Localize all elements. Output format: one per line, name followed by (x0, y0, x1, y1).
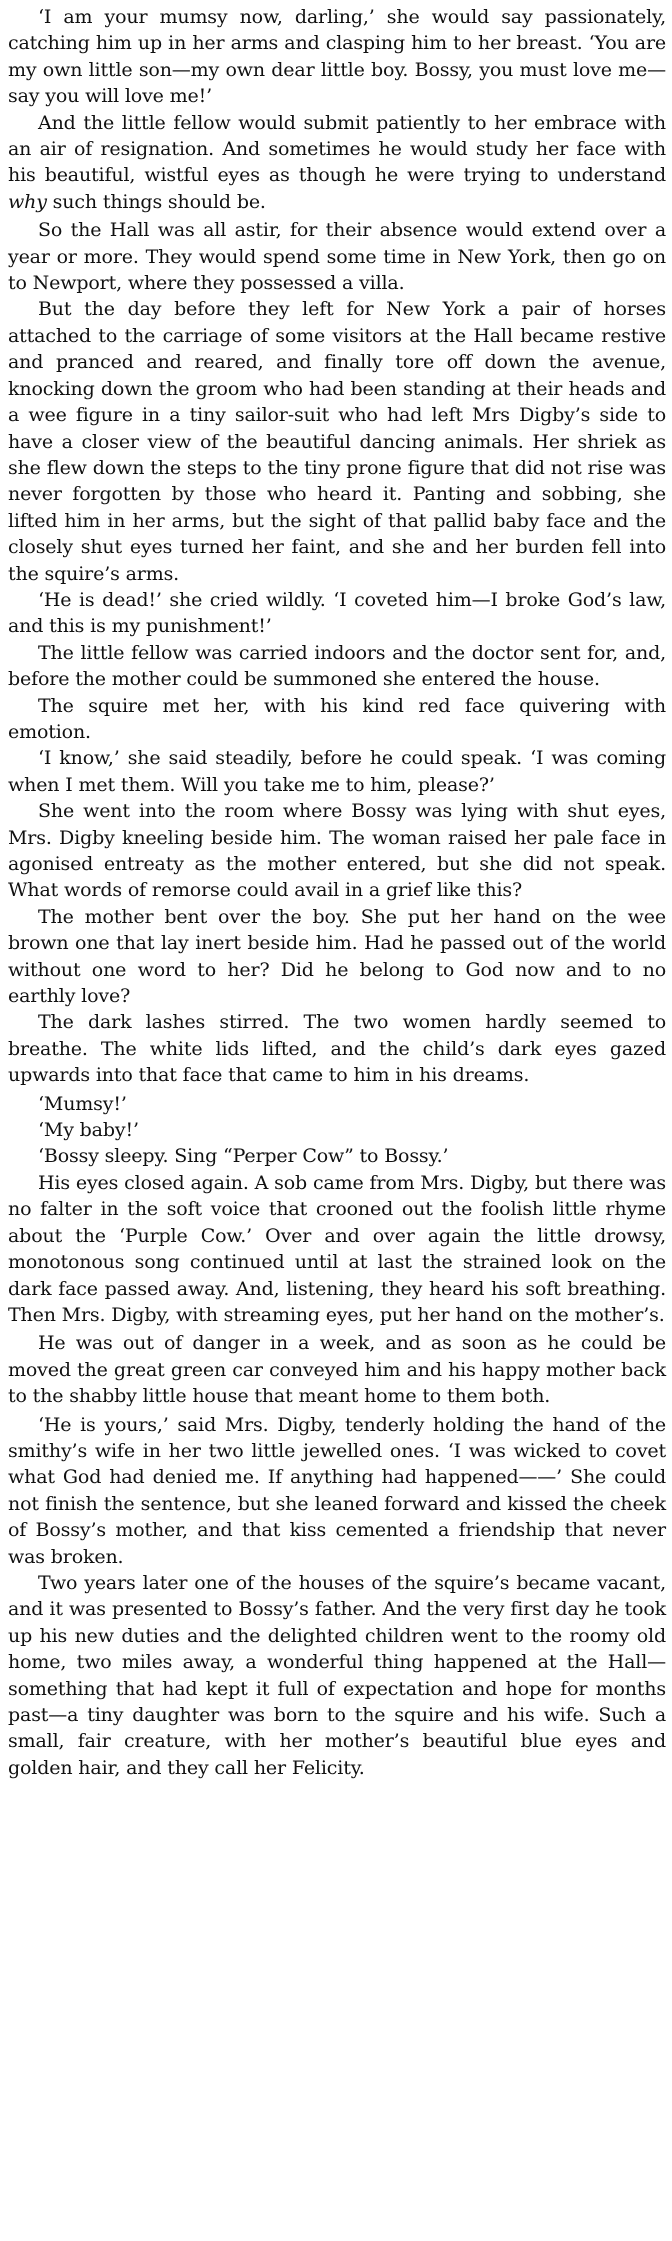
paragraph-5: ‘He is dead!’ she cried wildly. ‘I coveted him—I broke God’s law, and this is my punishment!’ (8, 588, 666, 638)
paragraph-15: His eyes closed again. A sob came from Mrs. Digby, but there was no falter in the soft voice that crooned out the foolish little rhyme about the ‘Purple Cow.’ Over and over again the little drowsy, monotonous song continued until at last the strained look on the dark face passed away. And, listening, they heard his soft breathing. Then Mrs. Digby, with streaming eyes, put her hand on the mother’s. (8, 1171, 666, 1326)
paragraph-8: ‘I know,’ she said steadily, before he could speak. ‘I was coming when I met them. Will you take me to him, please?’ (8, 747, 666, 796)
paragraph-3: So the Hall was all astir, for their absence would extend over a year or more. They would spend some time in New York, then go on to Newport, where they possessed a villa. (8, 219, 666, 295)
paragraph-10: The mother bent over the boy. She put her hand on the wee brown one that lay inert beside him. Had he passed out of the world without one word to her? Did he belong to God now and to no earthly love? (8, 905, 666, 1008)
story-page (0, 4, 672, 1781)
paragraph-16: He was out of danger in a week, and as soon as he could be moved the great green car conveyed him and his happy mother back to the shabby little house that meant home to them both. (8, 1332, 666, 1408)
paragraph-13: ‘My baby!’ (38, 1119, 139, 1142)
paragraph-9: She went into the room where Bossy was lying with shut eyes, Mrs. Digby kneeling beside him. The woman raised her pale face in agonised entreaty as the mother entered, but she did not speak. What words of remorse could avail in a grief like this? (8, 800, 666, 902)
paragraph-2: And the little fellow would submit patiently to her embrace with an air of resignation. And sometimes he would study her face with his beautiful, wistful eyes as though he were trying to understand why such things should be. (8, 111, 666, 213)
paragraph-7: The squire met her, with his kind red face quivering with emotion. (8, 694, 666, 743)
paragraph-12: ‘Mumsy!’ (38, 1092, 127, 1115)
emphasized-word: why (8, 190, 47, 213)
paragraph-11: The dark lashes stirred. The two women hardly seemed to breathe. The white lids lifted, and the child’s dark eyes gazed upwards into that face that came to him in his dreams. (8, 1011, 666, 1087)
paragraph-6: The little fellow was carried indoors and the doctor sent for, and, before the mother could be summoned she entered the house. (8, 641, 666, 691)
paragraph-4: But the day before they left for New York a pair of horses attached to the carriage of some visitors at the Hall became restive and pranced and reared, and finally tore off down the avenue, knocking down the groom who had been standing at their heads and a wee figure in a tiny sailor-suit who had left Mrs Digby’s side to have a closer view of the beautiful dancing animals. Her shriek as she flew down the steps to the tiny prone figure that did not rise was never forgotten by those who heard it. Panting and sobbing, she lifted him in her arms, but the sight of that pallid baby face and the closely shut eyes turned her faint, and she and her burden fell into the squire’s arms. (8, 298, 666, 585)
paragraph-17: ‘He is yours,’ said Mrs. Digby, tenderly holding the hand of the smithy’s wife in her two little jewelled ones. ‘I was wicked to covet what God had denied me. If anything had happened——’ She could not finish the sentence, but she leaned forward and kissed the cheek of Bossy’s mother, and that kiss cemented a friendship that never was broken. (8, 1413, 666, 1568)
paragraph-18: Two years later one of the houses of the squire’s became vacant, and it was presented to Bossy’s father. And the very first day he took up his new duties and the delighted children went to the roomy old home, two miles away, a wonderful thing happened at the Hall—something that had kept it full of expectation and hope for months past—a tiny daughter was born to the squire and his wife. Such a small, fair creature, with her mother’s beautiful blue eyes and golden hair, and they call her Felicity. (8, 1571, 666, 1779)
paragraph-14: ‘Bossy sleepy. Sing “Perper Cow” to Bossy.’ (38, 1145, 449, 1168)
paragraph-1: ‘I am your mumsy now, darling,’ she would say passionately, catching him up in her arms and clasping him to her breast. ‘You are my own little son—my own dear little boy. Bossy, you must love me—say you will love me!’ (8, 6, 666, 108)
